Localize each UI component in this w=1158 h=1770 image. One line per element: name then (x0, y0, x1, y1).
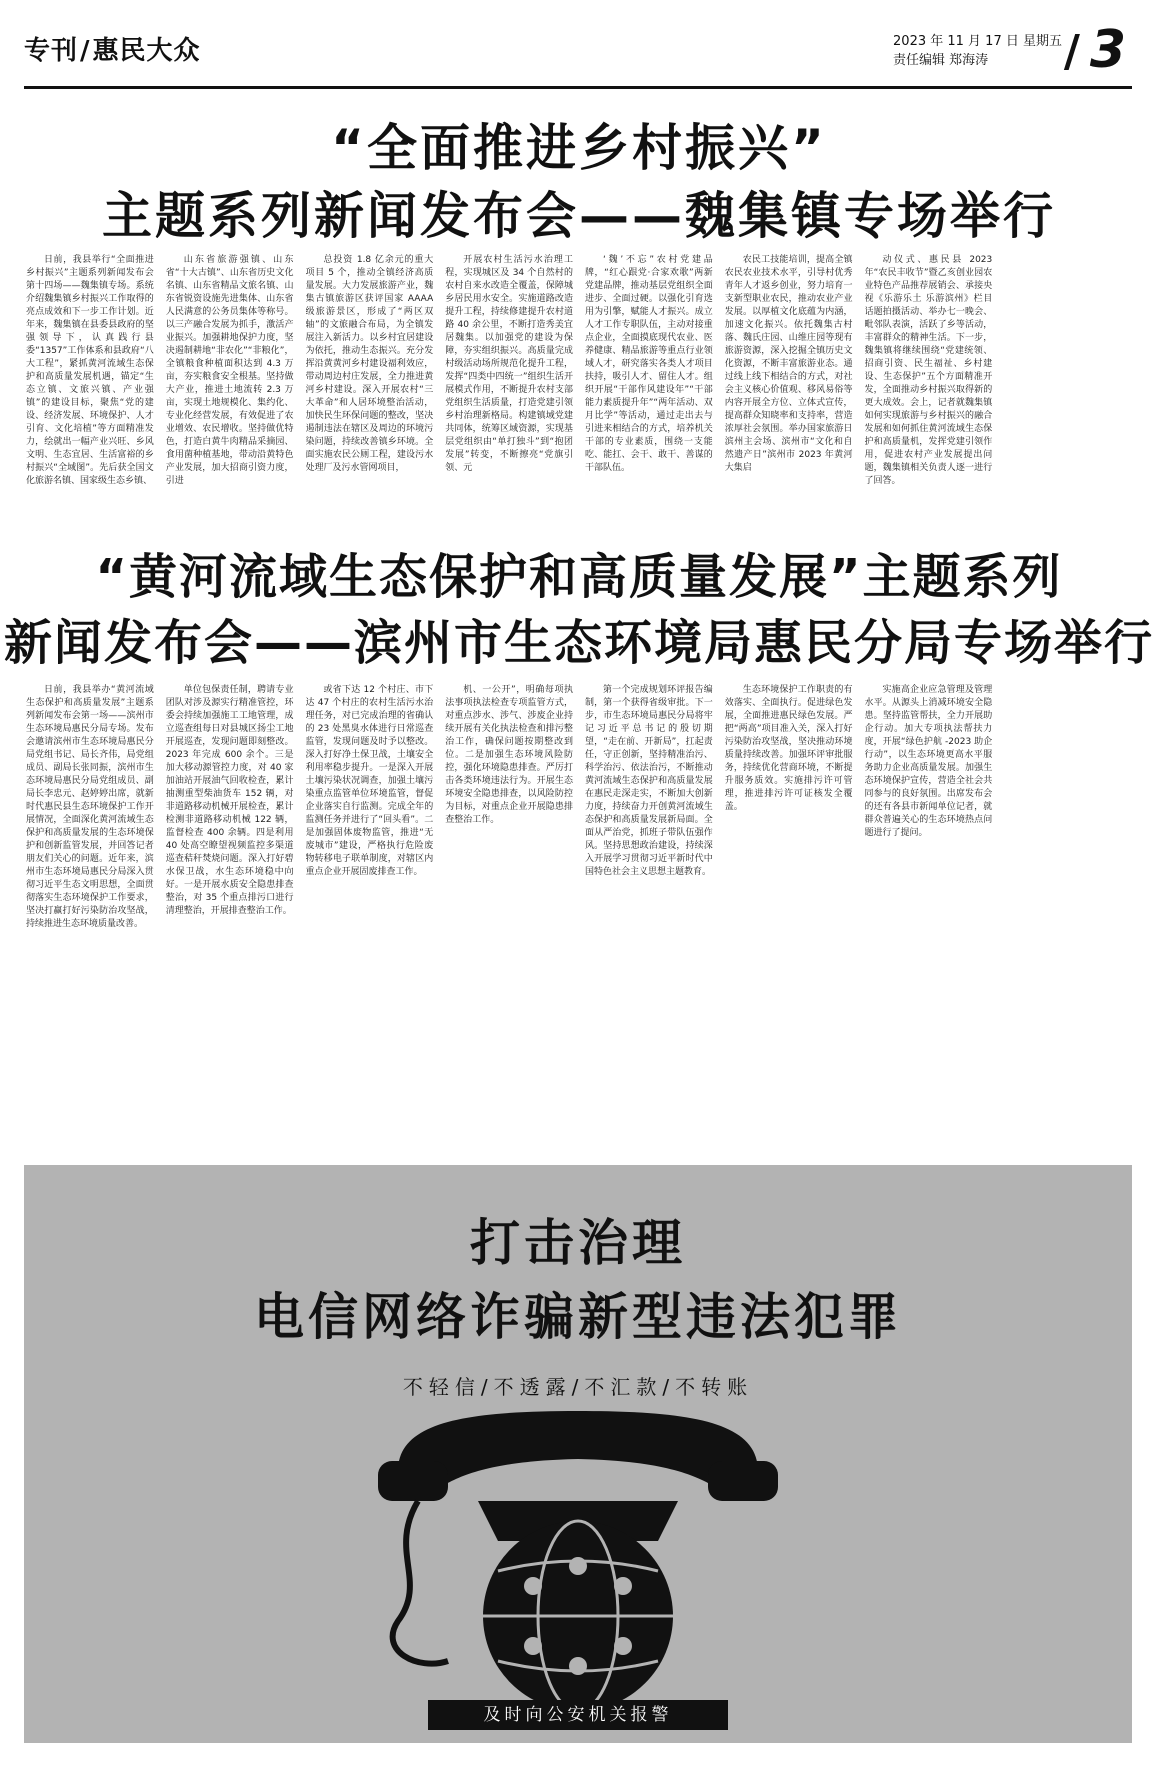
article2-column (306, 684, 434, 1154)
article1-column-text: 日前，我县举行“全面推进乡村振兴”主题系列新闻发布会第十四场——魏集镇专场。系统介绍魏集镇乡村振兴工作取得的亮点成效和下一步工作计划。近年来，魏集镇在县委县政府的坚强领导下，认真践行县委“1357”工作体系和县政府“八大工程”，紧抓黄河流域生态保护和高质量发展机遇，锚定“生态立镇、文旅兴镇、产业强镇”的建设目标，聚焦“党的建设、经济发展、环境保护、人才引育、文化培植”等方面精准发力，绘就出一幅产业兴旺、乡风文明、生态宜居、生活富裕的乡村振兴“全域图”。先后获全国文化旅游名镇、国家级生态乡镇、 (26, 255, 154, 486)
masthead-rule (24, 86, 1132, 89)
dial-hole-icon (524, 1637, 542, 1655)
paper-name: 惠民大众 (92, 36, 201, 66)
article1-column-text: 农民工技能培训，提高全镇农民农业技术水平，引导村优秀青年人才返乡创业，努力培育一支新型职业农民，推动农业产业发展。以厚植文化底蕴为内涵，加速文化振兴。依托魏集古村落、魏氏庄园、山维庄园等现有旅游资源，深入挖掘全镇历史文化资源，不断丰富旅游业态。通过线上线下相结合的方式，对社会主义核心价值观、移风易俗等内容开展全方位、立体式宣传，提高群众知晓率和支持率，营造浓厚社会氛围。举办国家旅游日滨州主会场、滨州市“文化和自然遗产日”滨州市 2023 年黄河大集启 (724, 255, 853, 473)
article2-column-text: 日前，我县举办“黄河流域生态保护和高质量发展”主题系列新闻发布会第一场——滨州市生态环境局惠民分局专场。发布会邀请滨州市生态环境局惠民分局党组书记、局长齐伟，局党组成员、副局长张同振，滨州市生态环境局惠民分局党组成员、副局长李忠元、赵婷婷出席，就新时代惠民县生态环境保护工作开展情况，全面深化黄河流域生态保护和高质量发展的生态环境保护和创新监管发展，并回答记者朋友们关心的问题。近年来，滨州市生态环境局惠民分局深入贯彻习近平生态文明思想，全面贯彻落实生态环境保护工作要求，坚决打赢打好污染防治攻坚战，持续推进生态环境质量改善。 (26, 685, 154, 929)
ad-title-line1: 打击治理 (470, 1214, 686, 1272)
article2-column-text: 生态环境保护工作职责的有效落实、全面执行。促进绿色发展，全面推进惠民绿色发展。严把“两高”项目准入关，深入打好污染防治攻坚战，坚决推动环境质量持续改善。加强环评审批服务，持续优化营商环境，不断提升服务质效。实施排污许可管理，推进排污许可证核发全覆盖。 (724, 685, 853, 812)
article1-column (1004, 254, 1132, 512)
ad-slogan: 不轻信/不透露/不汇款/不转账 (402, 1375, 754, 1399)
phone-cord-icon (393, 1501, 448, 1664)
article1-title-line1: “全面推进乡村振兴” (331, 119, 827, 177)
article1-column-text: ‘魏’不忘”农村党建品牌，“红心跟党·合家欢歌”两新党建品牌，推动基层党组织全面进步、全面过硬。以强化引育选用为引擎，赋能人才振兴。成立人才工作专职队伍，主动对接重点企业，全面摸底现代农业、医养健康、精品旅游等重点行业领域人才，研究落实各类人才项目扶持，吸引人才、留住人才。组织开展“干部作风建设年”“干部能力素质提升年”“两年活动、双月比学”等活动，通过走出去与引进来相结合的方式，培养机关干部的专业素质，围绕一支能吃、能扛、会干、敢干、善谋的干部队伍。 (585, 255, 713, 473)
article2-column (725, 684, 853, 1154)
issue-editor: 责任编辑 郑海涛 (893, 53, 989, 68)
dial-hole-icon (524, 1577, 542, 1595)
anti-fraud-ad (24, 1165, 1132, 1743)
article1-column (865, 254, 993, 512)
article1-column-text: 开展农村生活污水治理工程，实现城区及 34 个自然村的农村自来水改造全覆盖，保障城乡居民用水安全。实施道路改造提升工程，持续修建提升农村道路 40 余公里，不断打造秀美宜居魏集。以加强党的建设为保障，夯实组织振兴。高质量完成村级活动场所规范化提升工程，发挥“四类中四统一”组织生活开展模式作用，不断提升农村支部党组织生活质量，打造党建引领乡村治理新格局。构建镇域党建共同体，统筹区域资源，实现基层党组织由“单打独斗”到“抱团发展”转变，不断擦亮“党旗引领、元 (445, 255, 573, 473)
article1-column (725, 254, 853, 512)
article1-body (26, 254, 1132, 512)
telephone-globe-illustration (358, 1401, 798, 1701)
phone-right-cup-icon (708, 1461, 778, 1501)
article2-column (585, 684, 713, 1154)
article1-column-text: 山东省旅游强镇、山东省“十大古镇”、山东省历史文化名镇、山东省精品文旅名镇、山东省锐资设施先进集体、山东省人民满意的公务员集体等称号。以三产融合发展为抓手，激活产业振兴。加强耕地保护力度，坚决遏制耕地“非农化”“非粮化”，全镇粮食种植面积达到 4.3 万亩，夯实粮食安全根基。坚持做大产业，推进土地流转 2.3 万亩，实现土地规模化、集约化、专业化经营发展，有效促进了农业增效、农民增收。坚持做优特色，打造白黄牛肉精品采摘园、食用菌种植基地，带动沿黄特色产业发展，加大招商引资力度，引进 (165, 255, 294, 486)
article1-column (445, 254, 573, 512)
article2-column-text: 单位包保责任制，聘请专业团队对涉及源实行精准管控，环委会持续加强施工工地管理，成立巡查组每日对县城区扬尘工地开展巡查，发现问题即刻整改。2023 年完成 600 余个。三是加大移动源管控力度，对 40 家加油站开展油气回收检查，累计抽测重型柴油货车 152 辆，对非道路移动机械开展检查，累计检测非道路移动机械 122 辆，监督检查 400 余辆。四是利用 40 处高空瞭望视频监控多渠道巡查秸秆焚烧问题。深入打好碧水保卫战，水生态环境稳中向好。一是开展水质安全隐患排查整治，对 35 个重点排污口进行清理整治，开展排查整治工作。 (165, 685, 294, 916)
article1-column (306, 254, 434, 512)
article2-column (166, 684, 294, 1154)
issue-info (893, 32, 1062, 70)
issue-date: 2023 年 11 月 17 日 星期五 (893, 34, 1062, 49)
article2-column (1004, 684, 1132, 1154)
article1-title-line2: 主题系列新闻发布会——魏集镇专场举行 (102, 187, 1056, 245)
article1-column (585, 254, 713, 512)
article2-column (26, 684, 154, 1154)
phone-left-cup-icon (378, 1461, 448, 1501)
ad-bottom-bar: 及时向公安机关报警 (428, 1700, 728, 1730)
article2-column-text: 第一个完成规划环评报告编制，第一个获得省级审批。下一步，市生态环境局惠民分局将牢记习近平总书记的殷切期望，“走在前、开新局”，扛起责任，守正创新，坚持精准治污、科学治污、依法治污，不断推动黄河流域生态保护和高质量发展在惠民走深走实，不断加大创新力度，持续奋力开创黄河流域生态保护和高质量发展新局面。全面从严治党，抓班子带队伍强作风。坚持思想政治建设，持续深入开展学习贯彻习近平新时代中国特色社会主义思想主题教育。 (585, 685, 713, 877)
article2-column (445, 684, 573, 1154)
dial-hole-icon (614, 1577, 632, 1595)
article1-column (26, 254, 154, 512)
dial-hole-icon (614, 1637, 632, 1655)
article2-body (26, 684, 1132, 1154)
article2-title-line2: 新闻发布会——滨州市生态环境局惠民分局专场举行 (3, 615, 1154, 671)
section-title (24, 30, 201, 67)
section-label: 专刊 (24, 36, 79, 66)
dial-hole-icon (569, 1557, 587, 1575)
article1-column-text: 总投资 1.8 亿余元的重大项目 5 个，推动全镇经济高质量发展。大力发展旅游产业，魏集古镇旅游区获评国家 AAAA 级旅游景区，形成了“两区双轴”的文旅融合布局，为全镇发展注入新活力。以乡村宜居建设为依托，推动生态振兴。充分发挥沿黄黄河乡村建设福利效应，带动周边村庄发展，全力推进黄河乡村建设。深入开展农村“三大革命”和人居环境整治活动，加快民生环保问题的整改，坚决遏制违法在辖区及周边的环境污染问题，持续改善镇乡环境。全面实施农民公厕工程，建设污水处理厂及污水管网项目， (305, 255, 434, 473)
article2-column-text: 或省下达 12 个村庄、市下达 47 个村庄的农村生活污水治理任务，对已完成治理的省确认的 23 处黑臭水体进行日常巡查监管，发现问题及时予以整改。深入打好净土保卫战，土壤安全利用率稳步提升。一是深入开展土壤污染状况调查，加强土壤污染重点监管单位环境监管，督促企业落实自行监测。完成全年的监测任务并进行了“回头看”。二是加强固体废物监管，推进“无废城市”建设，严格执行危险废物转移电子联单制度，对辖区内重点企业开展固废排查工作。 (305, 685, 434, 877)
article2-column (865, 684, 993, 1154)
phone-handset-icon (398, 1411, 758, 1496)
ad-title-line2: 电信网络诈骗新型违法犯罪 (254, 1288, 902, 1346)
article1-column (166, 254, 294, 512)
article2-title-line1: “黄河流域生态保护和高质量发展”主题系列 (95, 549, 1063, 605)
section-slash: / (80, 36, 91, 66)
dial-hole-icon (569, 1657, 587, 1675)
masthead (24, 22, 1132, 82)
article1-column-text: 动仪式、惠民县 2023 年“农民丰收节”暨乙亥创业园农业特色产品推荐展销会、承接央视《乐游乐土 乐游滨州》栏目话题拍摄活动、举办七一晚会、毗邻队表演，活跃了乡等活动，丰富群众的精神生活。下一步，魏集镇将继续围绕“党建统领、招商引资、民生福祉、乡村建设、生态保护”五个方面精准开发，全面推动乡村振兴取得新的更大成效。会上，记者就魏集镇如何实现旅游与乡村振兴的融合发展和如何抓住黄河流域生态保护和高质量机，发挥党建引领作用，促进农村产业发展提出问题，魏集镇相关负责人逐一进行了回答。 (864, 255, 993, 486)
article2-column-text: 机、一公开”，明确每项执法事项执法检查专项监管方式，对重点涉水、涉气、涉废企业持续开展有关化执法检查和排污整治工作，确保问题按期整改到位。二是加强生态环境风险防控，强化环境隐患排查。严厉打击各类环境违法行为。开展生态环境安全隐患排查，以风险防控为目标，对重点企业开展隐患排查整治工作。 (445, 685, 573, 825)
page-number: 3 (1089, 20, 1126, 80)
article2-column-text: 实施高企业应急管理及管理水平。从源头上消减环境安全隐患。坚持监管帮扶，全力开展助企行动。加大专项执法帮扶力度，开展“绿色护航 -2023 助企行动”，以生态环境更高水平服务助力企业高质量发展。加强生态环境保护宣传，营造全社会共同参与的良好氛围。出席发布会的还有各县市新闻单位记者，就群众普遍关心的生态环境热点问题进行了提问。 (864, 685, 993, 838)
page-number-slash: / (1063, 26, 1080, 77)
